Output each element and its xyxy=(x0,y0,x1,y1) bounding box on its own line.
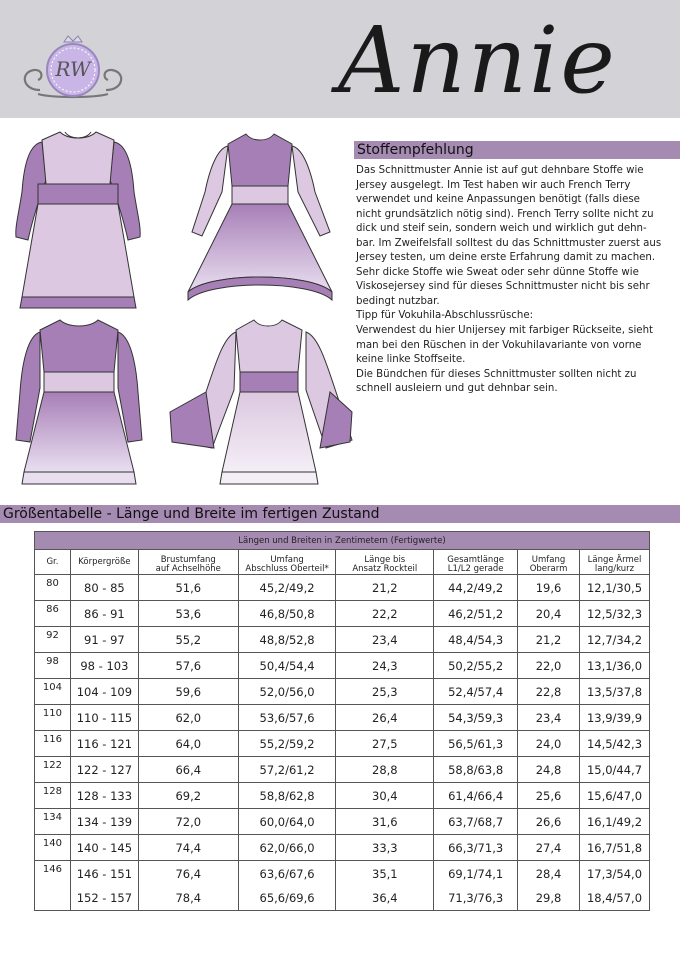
value-cell: 22,2 xyxy=(336,601,434,627)
size-cell xyxy=(35,887,71,911)
value-cell: 19,6 xyxy=(518,575,580,601)
value-cell: 22,8 xyxy=(518,679,580,705)
value-cell: 45,2/49,2 xyxy=(238,575,336,601)
value-cell: 48,8/52,8 xyxy=(238,627,336,653)
size-table xyxy=(34,531,650,911)
text-line: Jersey ausgelegt. Im Test haben wir auch French Terry xyxy=(356,179,631,191)
value-cell: 53,6 xyxy=(138,601,238,627)
value-cell: 72,0 xyxy=(138,809,238,835)
value-cell: 27,4 xyxy=(518,835,580,861)
text-line: Viskosejersey sind für dieses Schnittmuster nicht bis sehr xyxy=(356,281,650,293)
column-header: Gr. xyxy=(35,550,71,575)
dress-1 xyxy=(16,132,140,308)
value-cell: 26,4 xyxy=(336,705,434,731)
value-cell: 66,3/71,3 xyxy=(434,835,518,861)
value-cell: 52,4/57,4 xyxy=(434,679,518,705)
value-cell: 55,2/59,2 xyxy=(238,731,336,757)
value-cell: 50,2/55,2 xyxy=(434,653,518,679)
value-cell: 13,1/36,0 xyxy=(579,653,649,679)
value-cell: 152 - 157 xyxy=(70,887,138,911)
size-cell: 98 xyxy=(35,653,71,679)
value-cell: 31,6 xyxy=(336,809,434,835)
value-cell: 110 - 115 xyxy=(70,705,138,731)
value-cell: 58,8/63,8 xyxy=(434,757,518,783)
size-cell: 140 xyxy=(35,835,71,861)
column-header: Brustumfang auf Achselhöhe xyxy=(138,550,238,575)
value-cell: 104 - 109 xyxy=(70,679,138,705)
size-cell: 92 xyxy=(35,627,71,653)
text-line: man bei den Rüschen in der Vokuhilavariante von vorne xyxy=(356,339,642,351)
value-cell: 122 - 127 xyxy=(70,757,138,783)
text-line: Tipp für Vokuhila-Abschlussrüsche: xyxy=(356,310,534,322)
dress-3 xyxy=(16,320,142,484)
size-cell: 80 xyxy=(35,575,71,601)
value-cell: 52,0/56,0 xyxy=(238,679,336,705)
value-cell: 63,6/67,6 xyxy=(238,861,336,887)
value-cell: 64,0 xyxy=(138,731,238,757)
value-cell: 51,6 xyxy=(138,575,238,601)
value-cell: 28,8 xyxy=(336,757,434,783)
value-cell: 48,4/54,3 xyxy=(434,627,518,653)
value-cell: 80 - 85 xyxy=(70,575,138,601)
value-cell: 62,0 xyxy=(138,705,238,731)
value-cell: 46,2/51,2 xyxy=(434,601,518,627)
value-cell: 78,4 xyxy=(138,887,238,911)
text-line: Das Schnittmuster Annie ist auf gut dehnbare Stoffe wie xyxy=(356,165,644,176)
value-cell: 21,2 xyxy=(336,575,434,601)
value-cell: 23,4 xyxy=(336,627,434,653)
text-line: bedingt nutzbar. xyxy=(356,295,440,307)
value-cell: 62,0/66,0 xyxy=(238,835,336,861)
value-cell: 22,0 xyxy=(518,653,580,679)
value-cell: 13,5/37,8 xyxy=(579,679,649,705)
value-cell: 65,6/69,6 xyxy=(238,887,336,911)
text-line: Verwendest du hier Unijersey mit farbiger Rückseite, sieht xyxy=(356,325,654,337)
table-row xyxy=(35,835,650,861)
value-cell: 134 - 139 xyxy=(70,809,138,835)
value-cell: 14,5/42,3 xyxy=(579,731,649,757)
value-cell: 69,1/74,1 xyxy=(434,861,518,887)
groessentabelle-heading: Größentabelle - Länge und Breite im fertigen Zustand xyxy=(3,506,380,522)
size-cell: 86 xyxy=(35,601,71,627)
brand-logo xyxy=(18,28,128,108)
value-cell: 46,8/50,8 xyxy=(238,601,336,627)
value-cell: 25,6 xyxy=(518,783,580,809)
value-cell: 116 - 121 xyxy=(70,731,138,757)
value-cell: 24,8 xyxy=(518,757,580,783)
value-cell: 63,7/68,7 xyxy=(434,809,518,835)
value-cell: 98 - 103 xyxy=(70,653,138,679)
value-cell: 146 - 151 xyxy=(70,861,138,887)
column-header: Umfang Oberarm xyxy=(518,550,580,575)
value-cell: 28,4 xyxy=(518,861,580,887)
value-cell: 12,5/32,3 xyxy=(579,601,649,627)
value-cell: 24,3 xyxy=(336,653,434,679)
value-cell: 71,3/76,3 xyxy=(434,887,518,911)
column-header: Körpergröße xyxy=(70,550,138,575)
value-cell: 27,5 xyxy=(336,731,434,757)
value-cell: 128 - 133 xyxy=(70,783,138,809)
text-line: schnell ausleiern und gut dehnbar sein. xyxy=(356,383,558,395)
value-cell: 16,1/49,2 xyxy=(579,809,649,835)
table-header-row xyxy=(35,550,650,575)
value-cell: 56,5/61,3 xyxy=(434,731,518,757)
dress-2 xyxy=(188,134,332,300)
value-cell: 17,3/54,0 xyxy=(579,861,649,887)
text-line: Sehr dicke Stoffe wie Sweat oder sehr dünne Stoffe wie xyxy=(356,266,639,278)
column-header: Länge Ärmel lang/kurz xyxy=(579,550,649,575)
value-cell: 59,6 xyxy=(138,679,238,705)
column-header: Umfang Abschluss Oberteil* xyxy=(238,550,336,575)
size-cell: 134 xyxy=(35,809,71,835)
dress-4 xyxy=(170,320,352,484)
column-header: Gesamtlänge L1/L2 gerade xyxy=(434,550,518,575)
size-cell: 116 xyxy=(35,731,71,757)
value-cell: 36,4 xyxy=(336,887,434,911)
value-cell: 44,2/49,2 xyxy=(434,575,518,601)
value-cell: 91 - 97 xyxy=(70,627,138,653)
value-cell: 25,3 xyxy=(336,679,434,705)
value-cell: 74,4 xyxy=(138,835,238,861)
table-row xyxy=(35,653,650,679)
size-cell: 110 xyxy=(35,705,71,731)
table-row xyxy=(35,705,650,731)
size-cell: 104 xyxy=(35,679,71,705)
table-body xyxy=(35,575,650,911)
value-cell: 15,6/47,0 xyxy=(579,783,649,809)
value-cell: 76,4 xyxy=(138,861,238,887)
stoffempfehlung-text xyxy=(356,164,674,397)
value-cell: 13,9/39,9 xyxy=(579,705,649,731)
value-cell: 16,7/51,8 xyxy=(579,835,649,861)
size-cell: 146 xyxy=(35,861,71,887)
table-row xyxy=(35,757,650,783)
value-cell: 24,0 xyxy=(518,731,580,757)
value-cell: 57,2/61,2 xyxy=(238,757,336,783)
text-line: Die Bündchen für dieses Schnittmuster sollten nicht zu xyxy=(356,368,637,380)
value-cell: 23,4 xyxy=(518,705,580,731)
text-line: nicht grundsätzlich nötig sind). French Terry sollte nicht zu xyxy=(356,208,654,220)
table-caption: Längen und Breiten in Zentimetern (Fertigwerte) xyxy=(35,532,650,550)
value-cell: 30,4 xyxy=(336,783,434,809)
dress-illustrations xyxy=(10,122,355,494)
table-row xyxy=(35,575,650,601)
value-cell: 26,6 xyxy=(518,809,580,835)
value-cell: 12,7/34,2 xyxy=(579,627,649,653)
value-cell: 12,1/30,5 xyxy=(579,575,649,601)
pattern-title: Annie xyxy=(338,7,617,114)
value-cell: 18,4/57,0 xyxy=(579,887,649,911)
text-line: Jersey testen, um deine erste Erfahrung damit zu machen. xyxy=(356,252,656,264)
logo-monogram: RW xyxy=(55,57,91,81)
table-row xyxy=(35,601,650,627)
size-cell: 122 xyxy=(35,757,71,783)
value-cell: 86 - 91 xyxy=(70,601,138,627)
table-row xyxy=(35,887,650,911)
table-row xyxy=(35,731,650,757)
value-cell: 20,4 xyxy=(518,601,580,627)
value-cell: 57,6 xyxy=(138,653,238,679)
text-line: keine linke Stoffseite. xyxy=(356,354,466,366)
value-cell: 61,4/66,4 xyxy=(434,783,518,809)
table-row xyxy=(35,783,650,809)
text-line: bar. Im Zweifelsfall solltest du das Schnittmuster zuerst aus xyxy=(356,237,662,249)
value-cell: 55,2 xyxy=(138,627,238,653)
value-cell: 54,3/59,3 xyxy=(434,705,518,731)
text-line: verwendet und keine Anpassungen benötigt (falls diese xyxy=(356,194,640,206)
table-row xyxy=(35,627,650,653)
value-cell: 29,8 xyxy=(518,887,580,911)
value-cell: 60,0/64,0 xyxy=(238,809,336,835)
table-row xyxy=(35,679,650,705)
value-cell: 50,4/54,4 xyxy=(238,653,336,679)
value-cell: 140 - 145 xyxy=(70,835,138,861)
value-cell: 33,3 xyxy=(336,835,434,861)
value-cell: 66,4 xyxy=(138,757,238,783)
value-cell: 21,2 xyxy=(518,627,580,653)
value-cell: 15,0/44,7 xyxy=(579,757,649,783)
stoffempfehlung-heading: Stoffempfehlung xyxy=(357,142,474,158)
table-row xyxy=(35,861,650,887)
column-header: Länge bis Ansatz Rockteil xyxy=(336,550,434,575)
text-line: dick und steif sein, sondern weich und wirklich gut dehn- xyxy=(356,223,647,235)
value-cell: 58,8/62,8 xyxy=(238,783,336,809)
value-cell: 69,2 xyxy=(138,783,238,809)
value-cell: 35,1 xyxy=(336,861,434,887)
table-row xyxy=(35,809,650,835)
value-cell: 53,6/57,6 xyxy=(238,705,336,731)
size-cell: 128 xyxy=(35,783,71,809)
